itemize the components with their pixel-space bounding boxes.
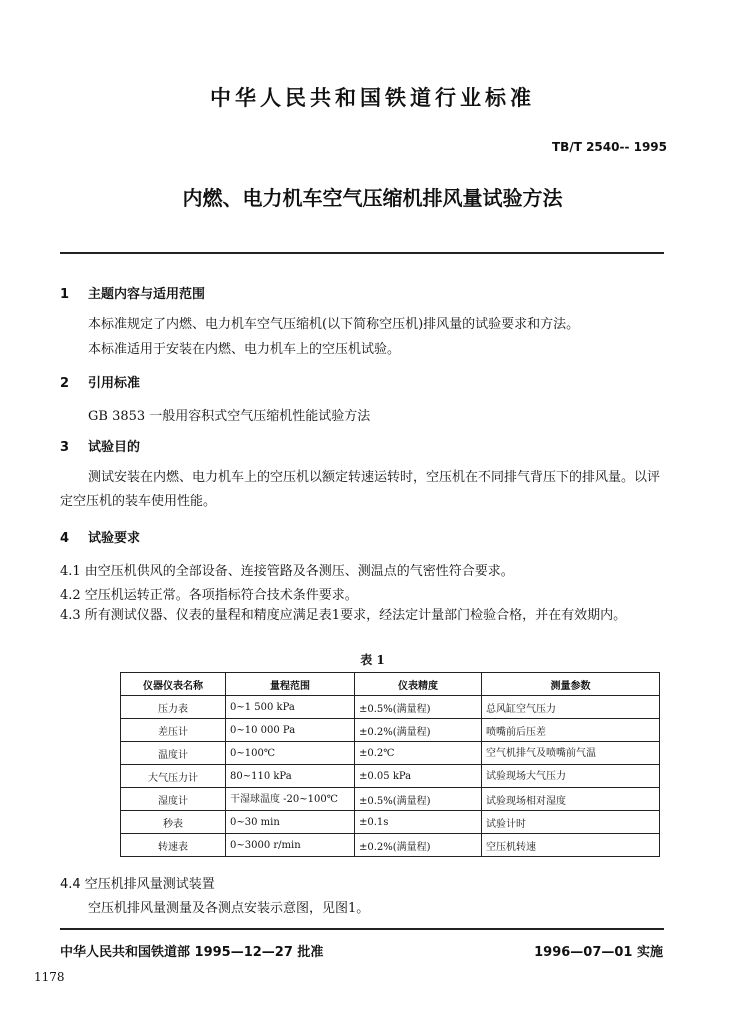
table-cell: 0~10 000 Pa (226, 719, 355, 742)
section-title: 引用标准 (88, 376, 141, 391)
section-2-heading (60, 372, 140, 391)
section-3-heading (60, 436, 140, 455)
table-cell: 0~100℃ (226, 742, 355, 765)
table-cell: 转速表 (121, 834, 226, 857)
section-1-heading (60, 283, 205, 302)
table-cell: ±0.2%(满量程) (355, 834, 482, 857)
section-number: 2 (60, 376, 70, 391)
section-title: 试验要求 (88, 531, 141, 546)
section-number: 3 (60, 440, 70, 455)
table-cell: 0~30 min (226, 811, 355, 834)
table-cell: 总风缸空气压力 (482, 696, 660, 719)
table-cell: ±0.05 kPa (355, 765, 482, 788)
section-title: 主题内容与适用范围 (88, 287, 206, 302)
approval-line: 中华人民共和国铁道部 1995—12—27 批准 (60, 945, 324, 960)
section-4-heading (60, 527, 140, 546)
section-number: 1 (60, 287, 70, 302)
table-cell: ±0.5%(满量程) (355, 788, 482, 811)
clause-4-4-paragraph: 空压机排风量测量及各测点安装示意图，见图1。 (88, 901, 370, 916)
table-row (121, 696, 660, 719)
table-cell: 试验现场大气压力 (482, 765, 660, 788)
table-cell: 差压计 (121, 719, 226, 742)
document-title: 内燃、电力机车空气压缩机排风量试验方法 (182, 186, 563, 210)
standard-header: 中华人民共和国铁道行业标准 (210, 86, 535, 110)
table-cell: 压力表 (121, 696, 226, 719)
table-cell: 温度计 (121, 742, 226, 765)
clause-4-3: 4.3 所有测试仪器、仪表的量程和精度应满足表1要求，经法定计量部门检验合格，并在有效期内。 (60, 608, 627, 623)
table-cell: 湿度计 (121, 788, 226, 811)
table-cell: 干湿球温度 -20~100℃ (226, 788, 355, 811)
implementation-line: 1996—07—01 实施 (534, 945, 663, 960)
table-cell: 试验现场相对湿度 (482, 788, 660, 811)
clause-4-4-heading: 4.4 空压机排风量测试装置 (60, 877, 215, 892)
section-title: 试验目的 (88, 440, 141, 455)
table-cell: 试验计时 (482, 811, 660, 834)
table-header-row (121, 673, 660, 696)
table-row (121, 788, 660, 811)
table-cell: 0~3000 r/min (226, 834, 355, 857)
table-cell: 喷嘴前后压差 (482, 719, 660, 742)
table-row (121, 719, 660, 742)
table-caption: 表 1 (360, 653, 385, 667)
clause-4-1: 4.1 由空压机供风的全部设备、连接管路及各测压、测温点的气密性符合要求。 (60, 564, 514, 579)
table-cell: ±0.5%(满量程) (355, 696, 482, 719)
table-cell: 0~1 500 kPa (226, 696, 355, 719)
footer-divider (60, 928, 664, 930)
table-cell: ±0.2%(满量程) (355, 719, 482, 742)
instrument-table (120, 672, 660, 857)
table-row (121, 765, 660, 788)
clause-4-2: 4.2 空压机运转正常。各项指标符合技术条件要求。 (60, 588, 358, 603)
section-1-paragraph-1: 本标准规定了内燃、电力机车空气压缩机(以下简称空压机)排风量的试验要求和方法。 (88, 317, 580, 332)
section-1-paragraph-2: 本标准适用于安装在内燃、电力机车上的空压机试验。 (88, 342, 401, 357)
title-divider (60, 252, 664, 254)
table-cell: ±0.1s (355, 811, 482, 834)
table-row (121, 742, 660, 765)
table-header-cell: 仪器仪表名称 (121, 673, 226, 696)
standard-code: TB/T 2540-- 1995 (551, 140, 667, 154)
table-cell: 空气机排气及喷嘴前气温 (482, 742, 660, 765)
table-header-cell: 测量参数 (482, 673, 660, 696)
table-cell: ±0.2℃ (355, 742, 482, 765)
table-header-cell: 量程范围 (226, 673, 355, 696)
section-3-paragraph-1: 测试安装在内燃、电力机车上的空压机以额定转速运转时，空压机在不同排气背压下的排风量。以评定空压机的装车使用性能。 (60, 470, 661, 509)
section-2-paragraph-1: GB 3853 一般用容积式空气压缩机性能试验方法 (88, 409, 371, 424)
table-cell: 空压机转速 (482, 834, 660, 857)
table-row (121, 834, 660, 857)
section-number: 4 (60, 531, 70, 546)
table-cell: 大气压力计 (121, 765, 226, 788)
table-cell: 秒表 (121, 811, 226, 834)
table-row (121, 811, 660, 834)
table-cell: 80~110 kPa (226, 765, 355, 788)
page-number: 1178 (34, 970, 65, 984)
table-header-cell: 仪表精度 (355, 673, 482, 696)
